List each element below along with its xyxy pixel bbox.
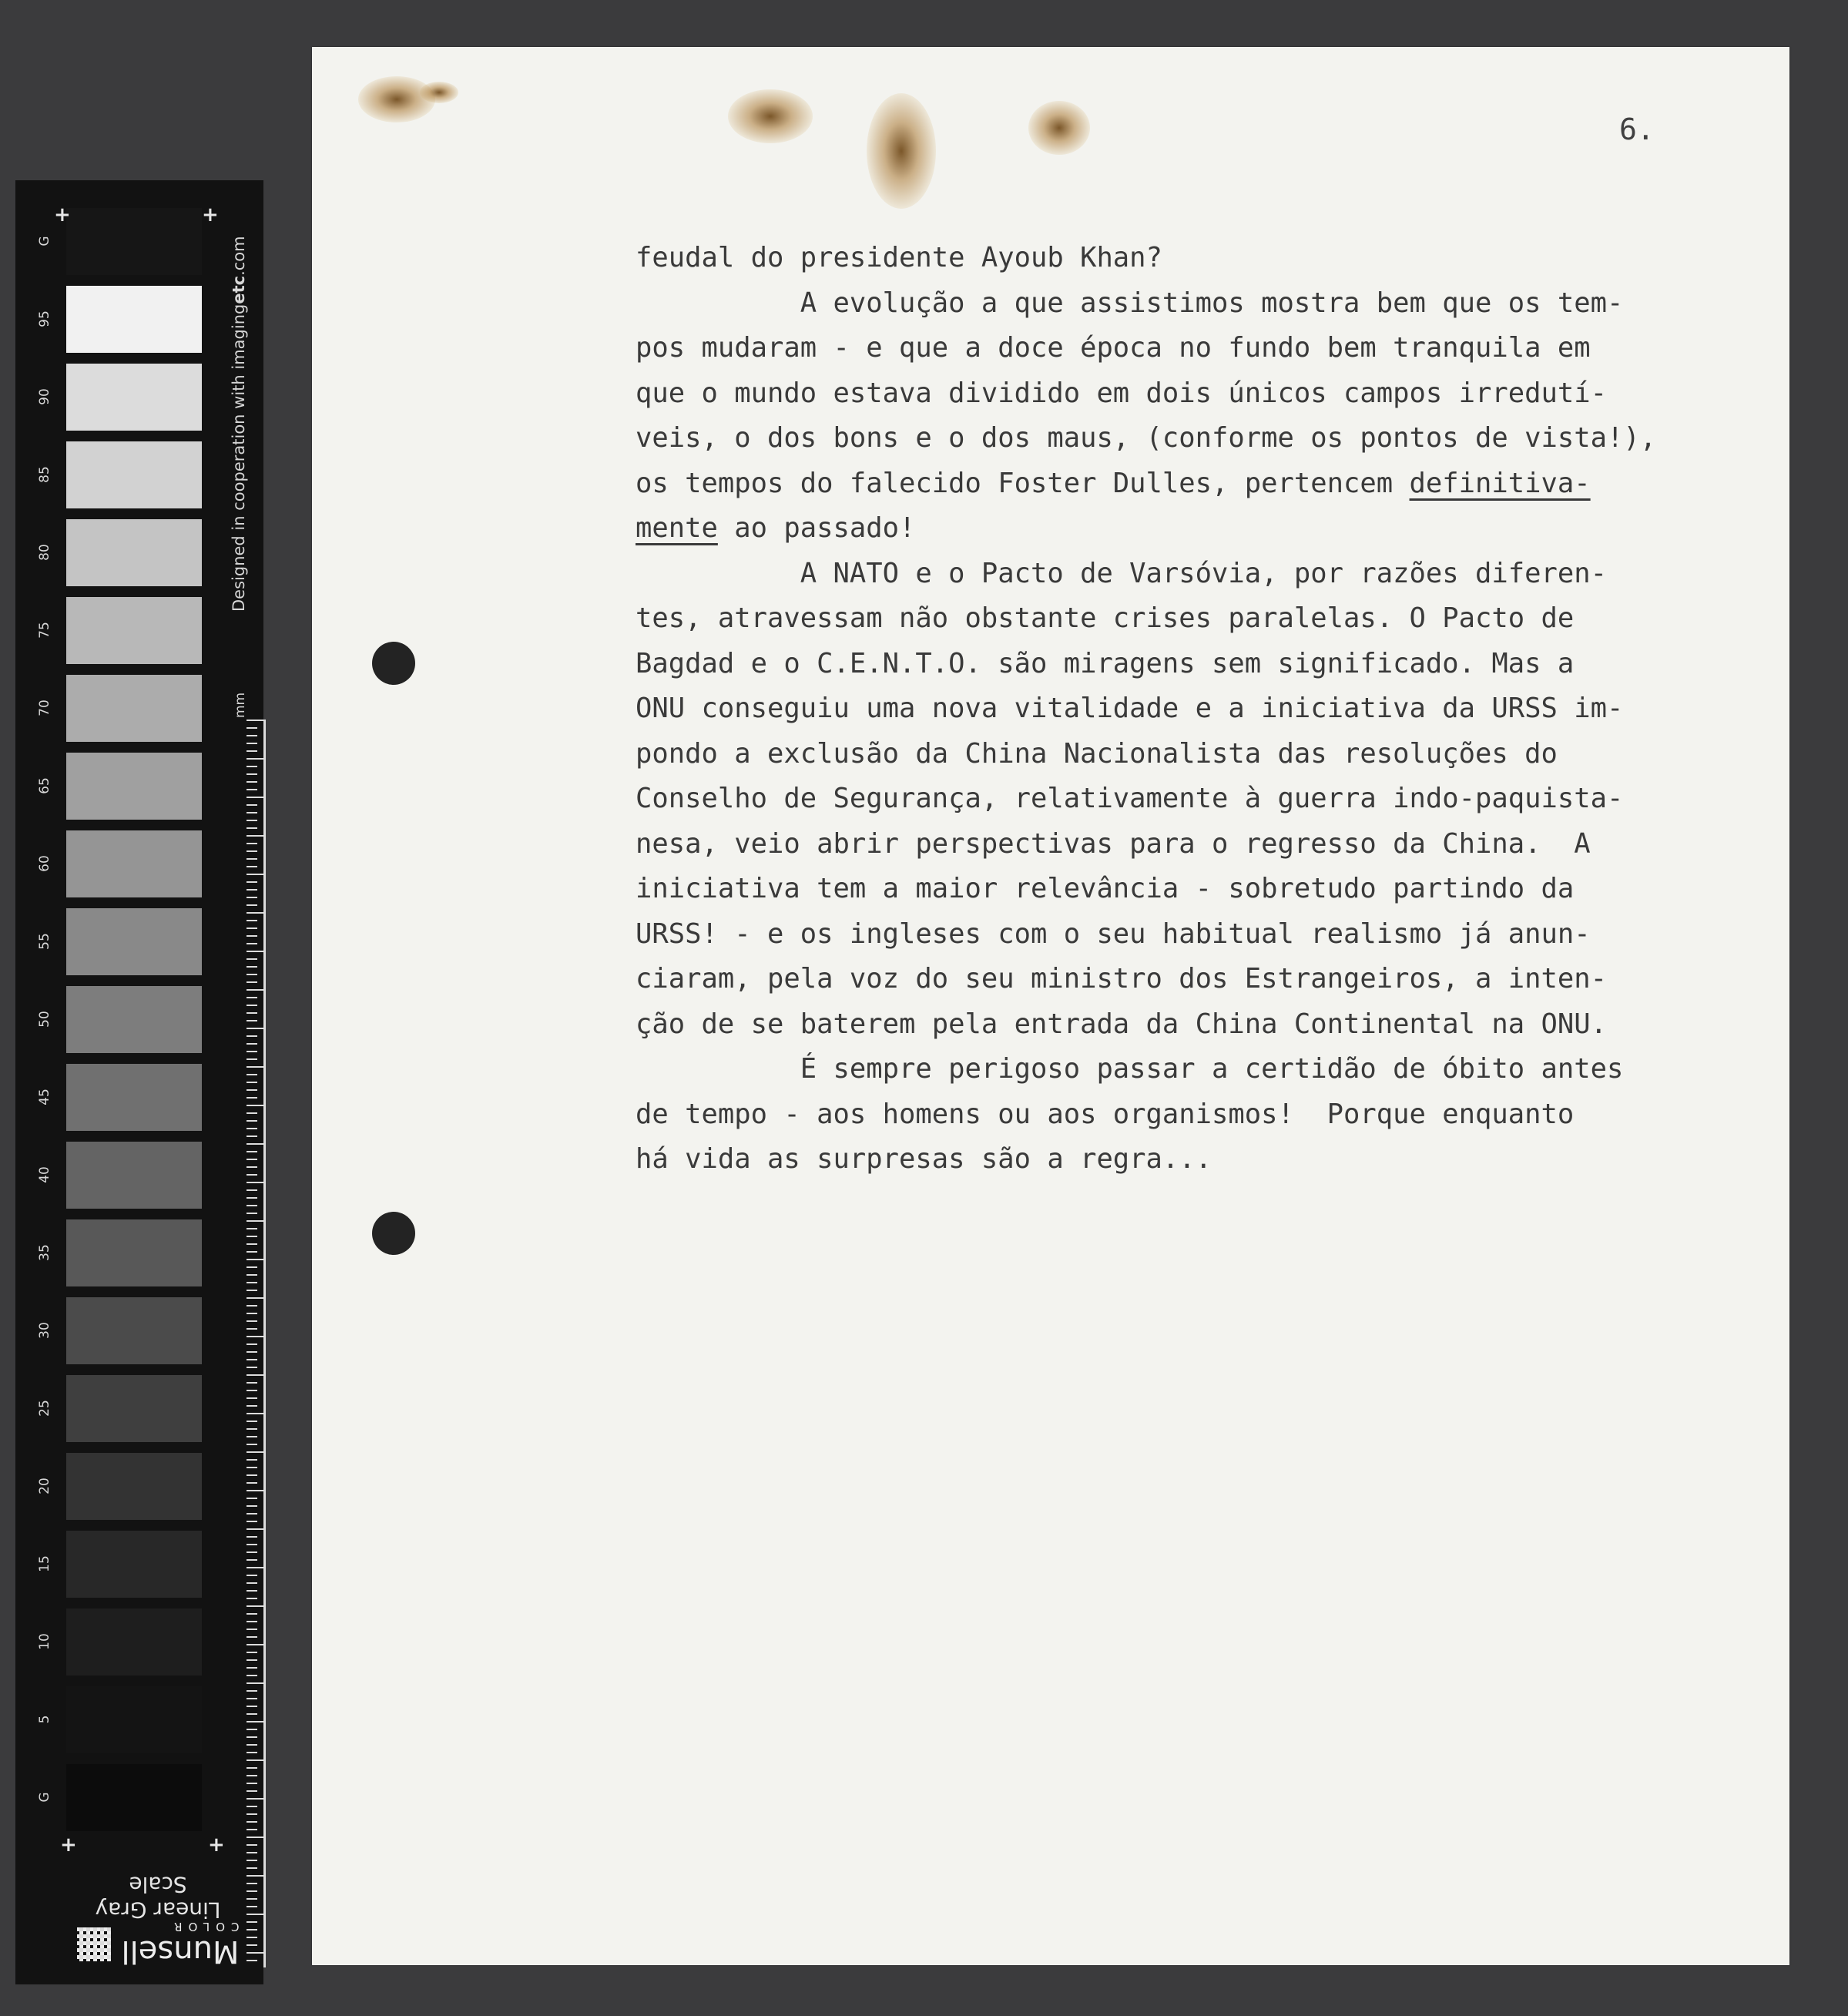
- text-segment: ONU conseguiu uma nova vitalidade e a iniciativa da URSS im-: [636, 693, 1624, 724]
- gray-patch: [66, 1453, 202, 1520]
- plus-mark-bottom-right: +: [208, 1833, 225, 1857]
- typewritten-page: [312, 47, 1789, 1965]
- text-segment: que o mundo estava dividido em dois únicos campos irredutí-: [636, 377, 1607, 409]
- gray-patch-label: 95: [37, 310, 52, 327]
- gray-patch: [66, 1142, 202, 1209]
- text-line: [636, 732, 1745, 777]
- text-segment: há vida as surpresas são a regra...: [636, 1143, 1212, 1175]
- gray-patch: [66, 1375, 202, 1442]
- gray-patch-label: 40: [37, 1166, 52, 1183]
- brand-sub: COLOR: [168, 1920, 240, 1934]
- text-line: [636, 236, 1745, 281]
- plus-mark-top-right: +: [202, 203, 219, 226]
- gray-patch-label: 15: [37, 1555, 52, 1572]
- underlined-text: mente: [636, 512, 718, 544]
- text-segment: ciaram, pela voz do seu ministro dos Estrangeiros, a inten-: [636, 963, 1607, 995]
- gray-patch-label: 60: [37, 855, 52, 872]
- gray-patch-label: 25: [37, 1400, 52, 1417]
- gray-patch: [66, 1064, 202, 1131]
- text-line: [636, 371, 1745, 417]
- gray-scale-card: [15, 180, 263, 1984]
- text-line: [636, 642, 1745, 687]
- punch-hole-upper: [372, 642, 415, 685]
- body-text: [636, 236, 1745, 1182]
- gray-patch-label: 50: [37, 1011, 52, 1028]
- text-line: [636, 1137, 1745, 1182]
- text-line: [636, 506, 1745, 552]
- gray-patch: [66, 1297, 202, 1364]
- plus-mark-top-left: +: [54, 203, 71, 226]
- text-line: [636, 912, 1745, 958]
- text-segment: iniciativa tem a maior relevância - sobretudo partindo da: [636, 873, 1575, 904]
- mm-ruler-major-ticks: [247, 720, 265, 1967]
- text-segment: pos mudaram - e que a doce época no fundo bem tranquila em: [636, 332, 1591, 364]
- brand-name: Munsell: [121, 1934, 240, 1969]
- gray-patch: [66, 1686, 202, 1753]
- text-segment: de tempo - aos homens ou aos organismos! Porque enquanto: [636, 1098, 1575, 1130]
- gray-patch: [66, 1531, 202, 1598]
- text-segment: feudal do presidente Ayoub Khan?: [636, 242, 1162, 273]
- gray-patch-label: 10: [37, 1633, 52, 1650]
- text-segment: nesa, veio abrir perspectivas para o regresso da China. A: [636, 827, 1591, 860]
- text-line: [636, 552, 1745, 597]
- text-segment: veis, o dos bons e o dos maus, (conforme os pontos de vista!),: [636, 422, 1657, 454]
- gray-patch: [66, 208, 202, 275]
- text-line: [636, 326, 1745, 371]
- gray-patch-label: 75: [37, 622, 52, 639]
- gray-patch: [66, 908, 202, 975]
- gray-patch-label: 35: [37, 1244, 52, 1261]
- text-line: [636, 416, 1745, 461]
- gray-patch-label: 65: [37, 777, 52, 794]
- text-line: [636, 777, 1745, 822]
- text-line: [636, 686, 1745, 732]
- gray-patch: [66, 364, 202, 431]
- page-number: 6.: [1619, 112, 1655, 146]
- text-line: [636, 957, 1745, 1002]
- text-segment: ção de se baterem pela entrada da China Continental na ONU.: [636, 1008, 1607, 1040]
- plus-mark-bottom-left: +: [60, 1833, 77, 1857]
- punch-hole-lower: [372, 1212, 415, 1255]
- gray-patch: [66, 1219, 202, 1286]
- gray-patch-label: 30: [37, 1322, 52, 1339]
- gray-patch-label: 20: [37, 1478, 52, 1494]
- gray-patch: [66, 753, 202, 820]
- text-line: [636, 822, 1745, 867]
- gray-patch: [66, 286, 202, 353]
- gray-patch: [66, 597, 202, 664]
- text-line: [636, 1002, 1745, 1048]
- rust-stain: [867, 93, 936, 209]
- text-segment: tes, atravessam não obstante crises paralelas. O Pacto de: [636, 602, 1575, 634]
- gray-patch-label: 70: [37, 699, 52, 716]
- gray-patch-label: 45: [37, 1089, 52, 1105]
- text-line: [636, 867, 1745, 912]
- text-segment: ao passado!: [717, 512, 916, 544]
- text-segment: pondo a exclusão da China Nacionalista das resoluções do: [636, 737, 1558, 770]
- gray-patch-label: 80: [37, 544, 52, 561]
- gray-patch-label: 5: [37, 1715, 52, 1724]
- underlined-text: definitiva-: [1409, 467, 1591, 499]
- text-line: [636, 281, 1745, 327]
- rust-stain: [420, 82, 458, 103]
- gray-patch: [66, 675, 202, 742]
- rust-stain: [1028, 101, 1090, 155]
- gray-patch: [66, 441, 202, 508]
- gray-patch: [66, 1764, 202, 1831]
- gray-patch: [66, 519, 202, 586]
- gray-patch-label: 90: [37, 388, 52, 405]
- text-line: [636, 596, 1745, 642]
- mm-ruler-edge: [263, 720, 266, 1967]
- text-line: [636, 461, 1745, 507]
- text-segment: É sempre perigoso passar a certidão de óbito antes: [636, 1053, 1624, 1085]
- text-segment: A NATO e o Pacto de Varsóvia, por razões diferen-: [636, 557, 1607, 589]
- rust-stain: [728, 89, 813, 143]
- text-line: [636, 1092, 1745, 1138]
- text-segment: Conselho de Segurança, relativamente à guerra indo-paquista-: [636, 783, 1624, 814]
- scale-title: Linear Gray Scale: [95, 1872, 221, 1923]
- gray-patch: [66, 986, 202, 1053]
- gray-patch: [66, 1608, 202, 1676]
- gray-patch-label: G: [37, 1792, 52, 1803]
- designer-credit: Designed in cooperation with imagingetc.com: [230, 236, 248, 612]
- text-line: [636, 1047, 1745, 1092]
- gray-patch-label: 85: [37, 466, 52, 483]
- ruler-unit-label: mm: [233, 692, 248, 718]
- gray-patch-label: 55: [37, 933, 52, 950]
- gray-patch: [66, 830, 202, 897]
- text-segment: A evolução a que assistimos mostra bem que os tem-: [636, 287, 1624, 319]
- text-segment: Bagdad e o C.E.N.T.O. são miragens sem significado. Mas a: [636, 647, 1575, 679]
- text-segment: URSS! - e os ingleses com o seu habitual realismo já anun-: [636, 917, 1591, 950]
- gray-patch-label: G: [37, 236, 52, 247]
- text-segment: os tempos do falecido Foster Dulles, pertencem: [636, 467, 1410, 499]
- munsell-logo: [69, 1906, 247, 1983]
- munsell-grid-icon: [77, 1927, 111, 1961]
